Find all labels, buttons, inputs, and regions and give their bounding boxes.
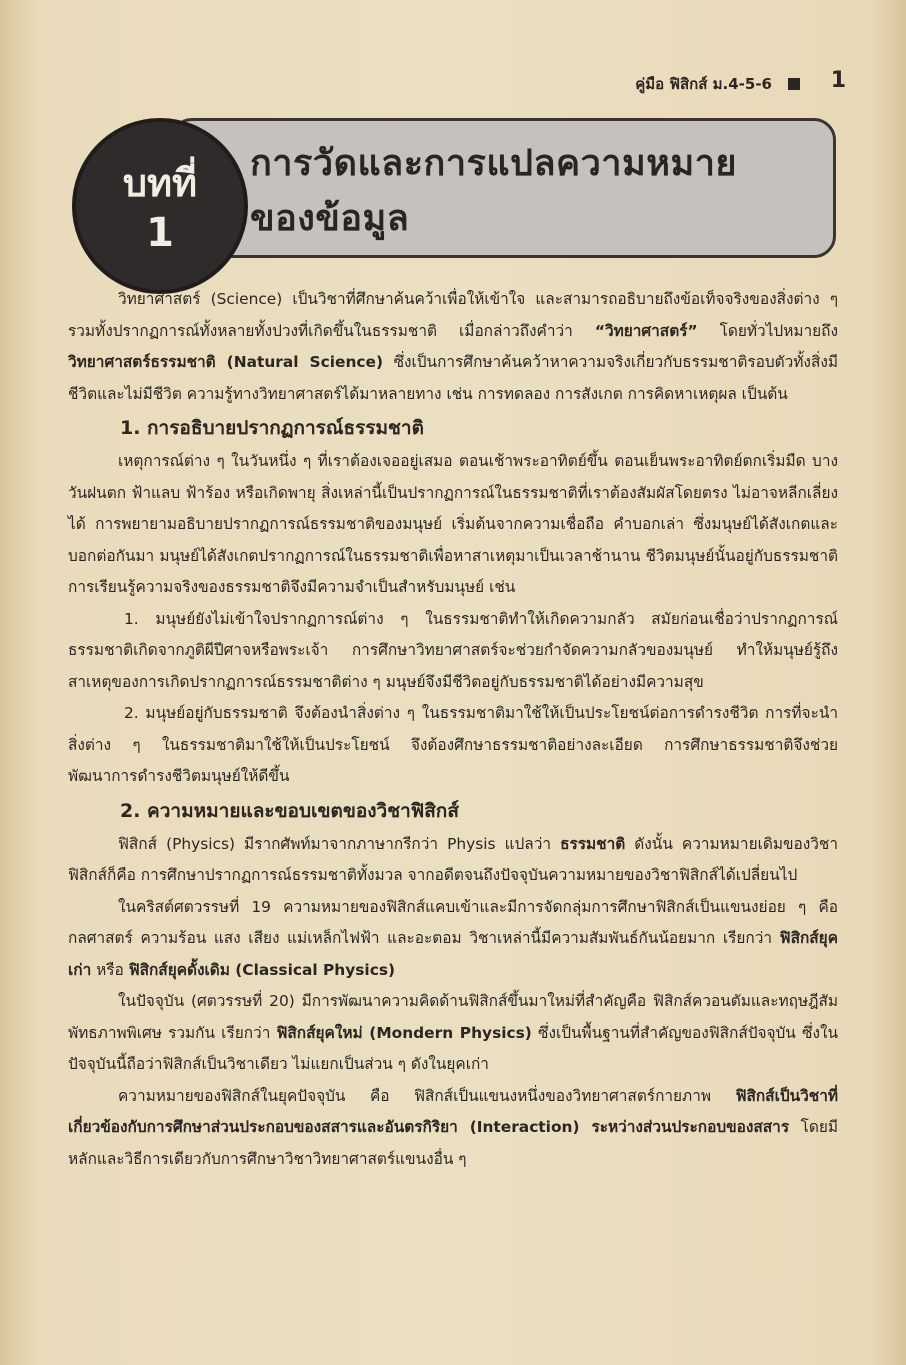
text-run: โดยมีหลักและวิธีการเดียวกับการศึกษาวิชาวิทยาศาสตร์แขนงอื่น ๆ xyxy=(68,1118,838,1168)
text-run: ซึ่งเป็นการศึกษาค้นคว้าหาความจริงเกี่ยวกับธรรมชาติรอบตัวทั้งสิ่งมีชีวิตและไม่มีชีวิต ความรู้ทางวิทยาศาสตร์ได้มาหลายทาง เช่น การทดลอง การสังเกต การคิดหาเหตุผล เป็นต้น xyxy=(68,353,839,403)
text-run: ดังนั้น ความหมายเดิมของวิชาฟิสิกส์ก็คือ การศึกษาปรากฏการณ์ธรรมชาติทั้งมวล จากอดีตจนถึงปัจจุบันความหมายของวิชาฟิสิกส์ได้เปลี่ยนไป xyxy=(68,834,838,884)
chapter-label: บทที่ xyxy=(122,161,198,205)
section-2-paragraph-2 xyxy=(68,892,838,987)
section-1-item-2: 2. มนุษย์อยู่กับธรรมชาติ จึงต้องนำสิ่งต่าง ๆ ในธรรมชาติมาใช้ให้เป็นประโยชน์ต่อการดำรงชีวิต การที่จะนำสิ่งต่าง ๆ ในธรรมชาติมาใช้ให้เป็นประโยชน์ จึงต้องศึกษาธรรมชาติอย่างละเอียด การศึกษาธรรมชาติจึงช่วยพัฒนาการดำรงชีวิตมนุษย์ให้ดีขึ้น xyxy=(68,704,838,785)
chapter-title xyxy=(250,136,830,246)
running-header xyxy=(635,72,836,96)
section-1-item-1: 1. มนุษย์ยังไม่เข้าใจปรากฏการณ์ต่าง ๆ ในธรรมชาติทำให้เกิดความกลัว สมัยก่อนเชื่อว่าปรากฏการณ์ธรรมชาติเกิดจากภูติผีปีศาจหรือพระเจ้า การศึกษาวิทยาศาสตร์จะช่วยกำจัดความกลัวของมนุษย์ ทำให้มนุษย์รู้ถึงสาเหตุของการเกิดปรากฏการณ์ธรรมชาติต่าง ๆ มนุษย์จึงมีชีวิตอยู่กับธรรมชาติได้อย่างมีความสุข xyxy=(68,609,838,691)
bold-term: วิทยาศาสตร์ธรรมชาติ (Natural Science) xyxy=(68,353,384,371)
text-run: หรือ xyxy=(91,960,129,979)
section-2-heading: 2. ความหมายและขอบเขตของวิชาฟิสิกส์ xyxy=(120,799,459,822)
bold-term: ฟิสิกส์เป็นวิชาที่เกี่ยวข้องกับการศึกษาส่วนประกอบของสสารและอันตรกิริยา (Interaction) ระหว่างส่วนประกอบของสสาร xyxy=(68,1086,838,1136)
bold-term: ฟิสิกส์ยุคเก่า xyxy=(68,929,838,979)
body-text xyxy=(68,284,838,1175)
intro-paragraph xyxy=(68,284,838,410)
text-run: ในปัจจุบัน (ศตวรรษที่ 20) มีการพัฒนาความคิดด้านฟิสิกส์ขึ้นมาใหม่ที่สำคัญคือ ฟิสิกส์ควอนตัมและทฤษฎีสัมพัทธภาพพิเศษ รวมกัน เรียกว่า xyxy=(68,992,838,1042)
bold-term: ฟิสิกส์ยุคใหม่ (Mondern Physics) xyxy=(276,1023,532,1042)
text-run: ความหมายของฟิสิกส์ในยุคปัจจุบัน คือ ฟิสิกส์เป็นแขนงหนึ่งของวิทยาศาสตร์กายภาพ xyxy=(118,1086,736,1105)
square-bullet-icon xyxy=(788,78,800,90)
section-2-paragraph-3 xyxy=(68,986,838,1081)
bold-term: “วิทยาศาสตร์” xyxy=(594,321,698,340)
bold-term: ฟิสิกส์ยุคดั้งเดิม (Classical Physics) xyxy=(128,960,396,979)
chapter-title-line-2: ของข้อมูล xyxy=(250,198,410,239)
text-run: วิทยาศาสตร์ (Science) เป็นวิชาที่ศึกษาค้นคว้าเพื่อให้เข้าใจ และสามารถอธิบายถึงข้อเท็จจริงของสิ่งต่าง ๆ รวมทั้งปรากฏการณ์ทั้งหลายทั้งปวงที่เกิดขึ้นในธรรมชาติ เมื่อกล่าวถึงคำว่า xyxy=(68,290,838,340)
chapter-badge xyxy=(72,118,248,294)
chapter-number: 1 xyxy=(146,210,174,256)
text-run: ในคริสต์ศตวรรษที่ 19 ความหมายของฟิสิกส์แคบเข้าและมีการจัดกลุ่มการศึกษาฟิสิกส์เป็นแขนงย่อย ๆ คือ กลศาสตร์ ความร้อน แสง เสียง แม่เหล็กไฟฟ้า และอะตอม วิชาเหล่านี้มีความสัมพันธ์กันน้อยมาก เรียกว่า xyxy=(68,897,838,947)
book-title: คู่มือ ฟิสิกส์ ม.4-5-6 xyxy=(635,75,772,93)
section-2-paragraph-4 xyxy=(68,1081,838,1176)
page-number: 1 xyxy=(830,68,846,93)
chapter-title-line-1: การวัดและการแปลความหมาย xyxy=(250,143,738,184)
section-1-heading: 1. การอธิบายปรากฏการณ์ธรรมชาติ xyxy=(120,417,424,439)
text-run: ฟิสิกส์ (Physics) มีรากศัพท์มาจากภาษากรีกว่า Physis แปลว่า xyxy=(118,834,561,853)
text-run: ซึ่งเป็นพื้นฐานที่สำคัญของฟิสิกส์ปัจจุบัน ซึ่งในปัจจุบันนี้ถือว่าฟิสิกส์เป็นวิชาเดียว ไม่แยกเป็นส่วน ๆ ดังในยุคเก่า xyxy=(68,1023,838,1073)
section-2-paragraph-1 xyxy=(68,829,838,892)
section-1-paragraph: เหตุการณ์ต่าง ๆ ในวันหนึ่ง ๆ ที่เราต้องเจออยู่เสมอ ตอนเช้าพระอาทิตย์ขึ้น ตอนเย็นพระอาทิตย์ตกเริ่มมืด บางวันฝนตก ฟ้าแลบ ฟ้าร้อง หรือเกิดพายุ สิ่งเหล่านี้เป็นปรากฏการณ์ในธรรมชาติที่เราต้องสัมผัสโดยตรง ไม่อาจหลีกเลี่ยงได้ การพยายามอธิบายปรากฏการณ์ธรรมชาติของมนุษย์ เริ่มต้นจากความเชื่อถือ คำบอกเล่า ซึ่งมนุษย์ได้สังเกตและบอกต่อกันมา มนุษย์ได้สังเกตปรากฏการณ์ในธรรมชาติเพื่อหาสาเหตุมาเป็นเวลาช้านาน ชีวิตมนุษย์นั้นอยู่กับธรรมชาติ การเรียนรู้ความจริงของธรรมชาติจึงมีความจำเป็นสำหรับมนุษย์ เช่น xyxy=(68,452,838,596)
text-run: โดยทั่วไปหมายถึง xyxy=(697,321,838,340)
bold-term: ธรรมชาติ xyxy=(560,834,626,853)
